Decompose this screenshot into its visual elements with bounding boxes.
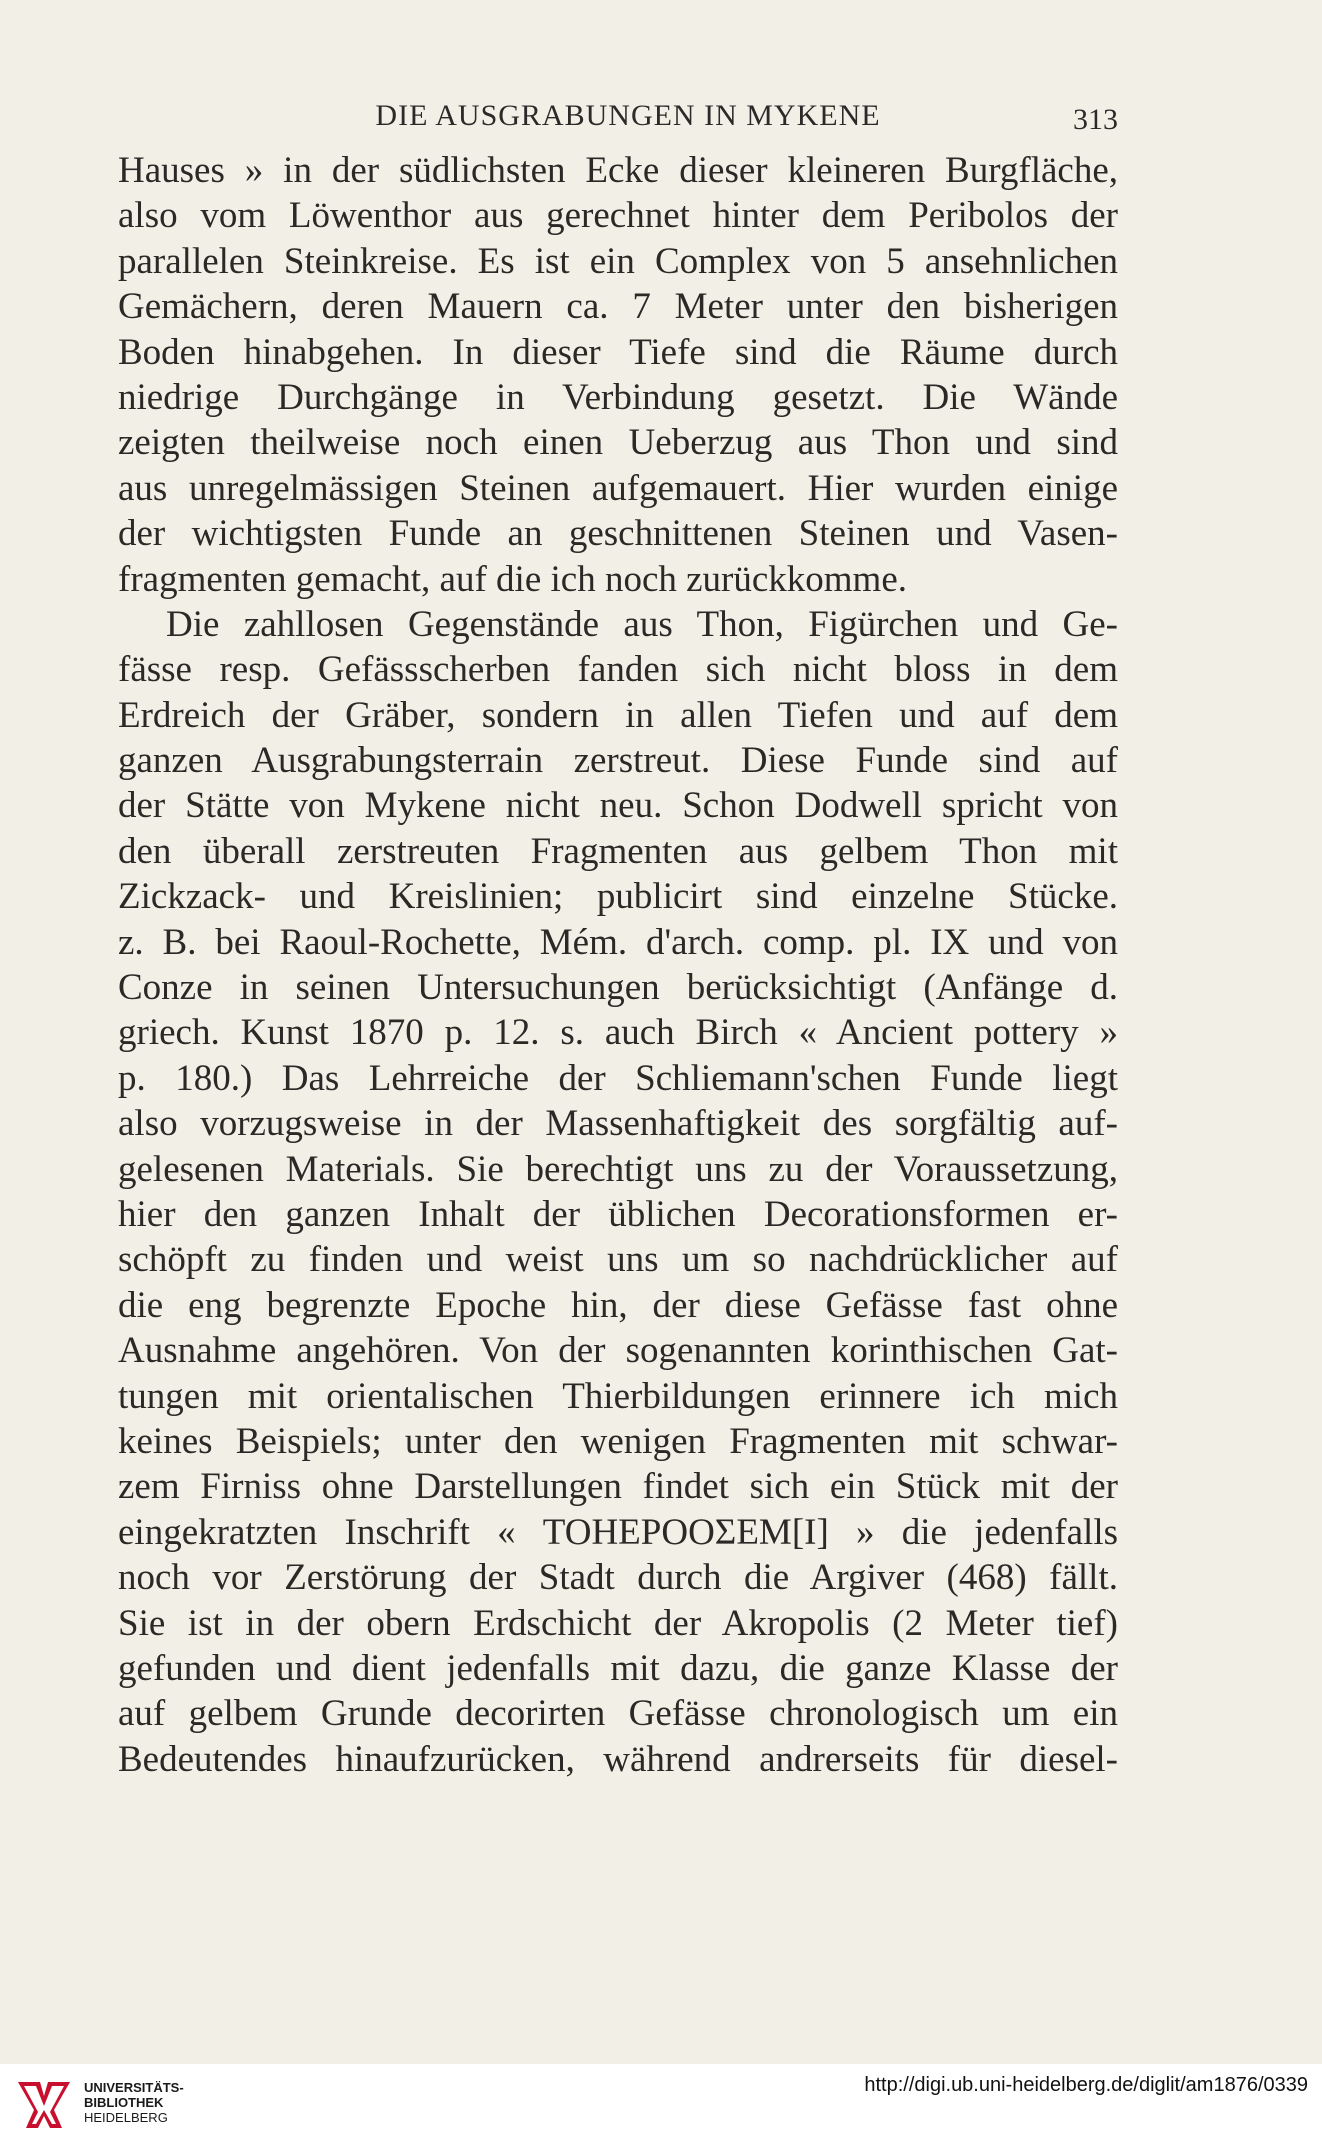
text-line: gelesenen Materials. Sie berechtigt uns zu der Voraussetzung, bbox=[118, 1148, 1118, 1190]
text-line: Conze in seinen Untersuchungen berücksichtigt (Anfänge d. bbox=[118, 967, 1118, 1009]
library-name-line: HEIDELBERG bbox=[84, 2110, 168, 2125]
text-line: gefunden und dient jedenfalls mit dazu, die ganze Klasse der bbox=[118, 1647, 1118, 1689]
text-line: Ausnahme angehören. Von der sogenannten korinthischen Gat- bbox=[118, 1330, 1118, 1372]
running-title: DIE AUSGRABUNGEN IN MYKENE bbox=[375, 99, 881, 132]
library-name bbox=[84, 2080, 184, 2125]
text-line: Zickzack- und Kreislinien; publicirt sind einzelne Stücke. bbox=[118, 876, 1118, 918]
text-line: z. B. bei Raoul-Rochette, Mém. d'arch. comp. pl. IX und von bbox=[118, 921, 1118, 963]
text-line: hier den ganzen Inhalt der üblichen Decorationsformen er- bbox=[118, 1193, 1118, 1235]
text-line: noch vor Zerstörung der Stadt durch die Argiver (468) fällt. bbox=[118, 1557, 1118, 1599]
text-line: ganzen Ausgrabungsterrain zerstreut. Diese Funde sind auf bbox=[118, 740, 1118, 782]
text-line: der Stätte von Mykene nicht neu. Schon Dodwell spricht von bbox=[118, 785, 1118, 827]
text-line: tungen mit orientalischen Thierbildungen erinnere ich mich bbox=[118, 1375, 1118, 1417]
text-line: fässe resp. Gefässscherben fanden sich nicht bloss in dem bbox=[118, 649, 1118, 691]
library-name-line: BIBLIOTHEK bbox=[84, 2095, 164, 2110]
text-line: also vorzugsweise in der Massenhaftigkeit des sorgfältig auf- bbox=[118, 1103, 1118, 1145]
text-line: Erdreich der Gräber, sondern in allen Tiefen und auf dem bbox=[118, 694, 1118, 736]
text-line: Bedeutendes hinaufzurücken, während andrerseits für diesel- bbox=[118, 1738, 1118, 1780]
text-line: schöpft zu finden und weist uns um so nachdrücklicher auf bbox=[118, 1239, 1118, 1281]
page-number: 313 bbox=[1073, 103, 1118, 136]
university-library-logo-icon bbox=[14, 2076, 74, 2134]
text-line: Hauses » in der südlichsten Ecke dieser kleineren Burgfläche, bbox=[118, 150, 1118, 191]
text-line: Sie ist in der obern Erdschicht der Akropolis (2 Meter tief) bbox=[118, 1602, 1118, 1644]
permalink-url[interactable]: http://digi.ub.uni-heidelberg.de/diglit/am1876/0339 bbox=[864, 2074, 1308, 2096]
text-line: Boden hinabgehen. In dieser Tiefe sind die Räume durch bbox=[118, 331, 1118, 373]
text-line: auf gelbem Grunde decorirten Gefässe chronologisch um ein bbox=[118, 1693, 1118, 1735]
page-header bbox=[138, 96, 1118, 140]
text-line: Die zahllosen Gegenstände aus Thon, Figürchen und Ge- bbox=[166, 603, 1118, 645]
text-line: zem Firniss ohne Darstellungen findet sich ein Stück mit der bbox=[118, 1466, 1118, 1508]
text-line: niedrige Durchgänge in Verbindung gesetzt. Die Wände bbox=[118, 376, 1118, 418]
text-line: also vom Löwenthor aus gerechnet hinter dem Peribolos der bbox=[118, 195, 1118, 237]
text-line: p. 180.) Das Lehrreiche der Schliemann'schen Funde liegt bbox=[118, 1057, 1118, 1099]
body-text bbox=[118, 148, 1118, 1782]
library-name-line: UNIVERSITÄTS- bbox=[84, 2080, 184, 2095]
text-line: den überall zerstreuten Fragmenten aus gelbem Thon mit bbox=[118, 830, 1118, 872]
text-line: griech. Kunst 1870 p. 12. s. auch Birch « Ancient pottery » bbox=[118, 1012, 1118, 1054]
viewer-footer bbox=[0, 2064, 1322, 2144]
text-line: fragmenten gemacht, auf die ich noch zurückkomme. bbox=[118, 558, 908, 600]
text-line: die eng begrenzte Epoche hin, der diese Gefässe fast ohne bbox=[118, 1284, 1118, 1326]
text-line: der wichtigsten Funde an geschnittenen Steinen und Vasen- bbox=[118, 513, 1118, 555]
text-line: keines Beispiels; unter den wenigen Fragmenten mit schwar- bbox=[118, 1420, 1118, 1462]
text-line: eingekratzten Inschrift « ΤΟΗΕΡΟΟΣΕΜ[Ι] » die jedenfalls bbox=[118, 1511, 1118, 1553]
text-line: parallelen Steinkreise. Es ist ein Complex von 5 ansehnlichen bbox=[118, 240, 1118, 282]
text-line: Gemächern, deren Mauern ca. 7 Meter unter den bisherigen bbox=[118, 286, 1118, 328]
text-line: zeigten theilweise noch einen Ueberzug aus Thon und sind bbox=[118, 422, 1118, 464]
text-line: aus unregelmässigen Steinen aufgemauert. Hier wurden einige bbox=[118, 467, 1118, 509]
